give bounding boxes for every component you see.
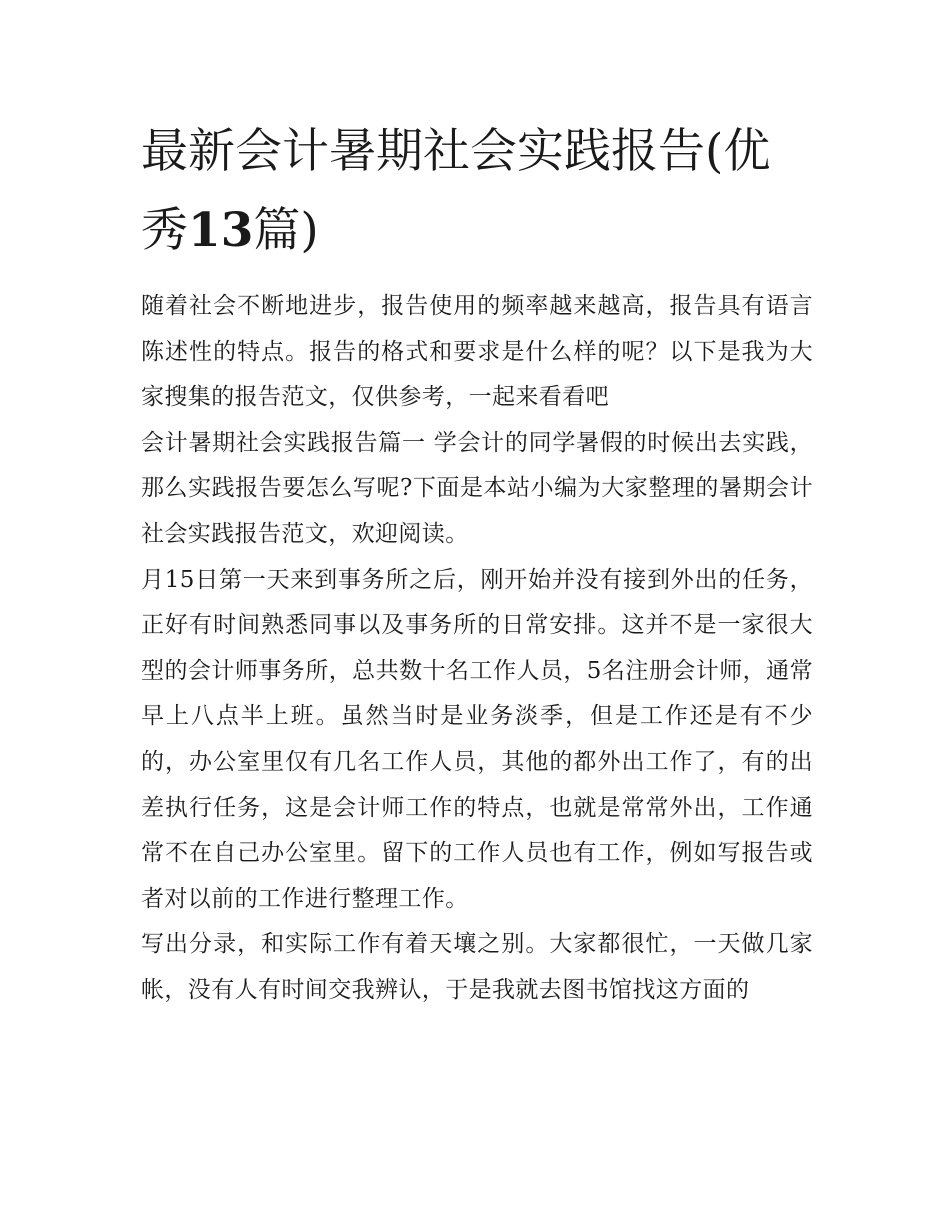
document-page <box>141 112 813 1014</box>
paragraph-intro: 随着社会不断地进步，报告使用的频率越来越高，报告具有语言陈述性的特点。报告的格式和要求是什么样的呢？以下是我为大家搜集的报告范文，仅供参考，一起来看看吧 <box>141 293 813 411</box>
document-title: 最新会计暑期社会实践报告(优秀13篇) <box>141 124 771 258</box>
document-body <box>141 284 813 1014</box>
paragraph-section-one: 会计暑期社会实践报告篇一 学会计的同学暑假的时候出去实践，那么实践报告要怎么写呢?下面是本站小编为大家整理的暑期会计社会实践报告范文，欢迎阅读。 <box>141 429 813 547</box>
paragraph-entries: 写出分录，和实际工作有着天壤之别。大家都很忙，一天做几家帐，没有人有时间交我辨认，于是我就去图书馆找这方面的 <box>141 931 813 1003</box>
paragraph-office-work: 月15日第一天来到事务所之后，刚开始并没有接到外出的任务，正好有时间熟悉同事以及事务所的日常安排。这并不是一家很大型的会计师事务所，总共数十名工作人员，5名注册会计师，通常早上八点半上班。虽然当时是业务淡季，但是工作还是有不少的，办公室里仅有几名工作人员，其他的都外出工作了，有的出差执行任务，这是会计师工作的特点，也就是常常外出，工作通常不在自己办公室里。留下的工作人员也有工作，例如写报告或者对以前的工作进行整理工作。 <box>141 566 813 912</box>
